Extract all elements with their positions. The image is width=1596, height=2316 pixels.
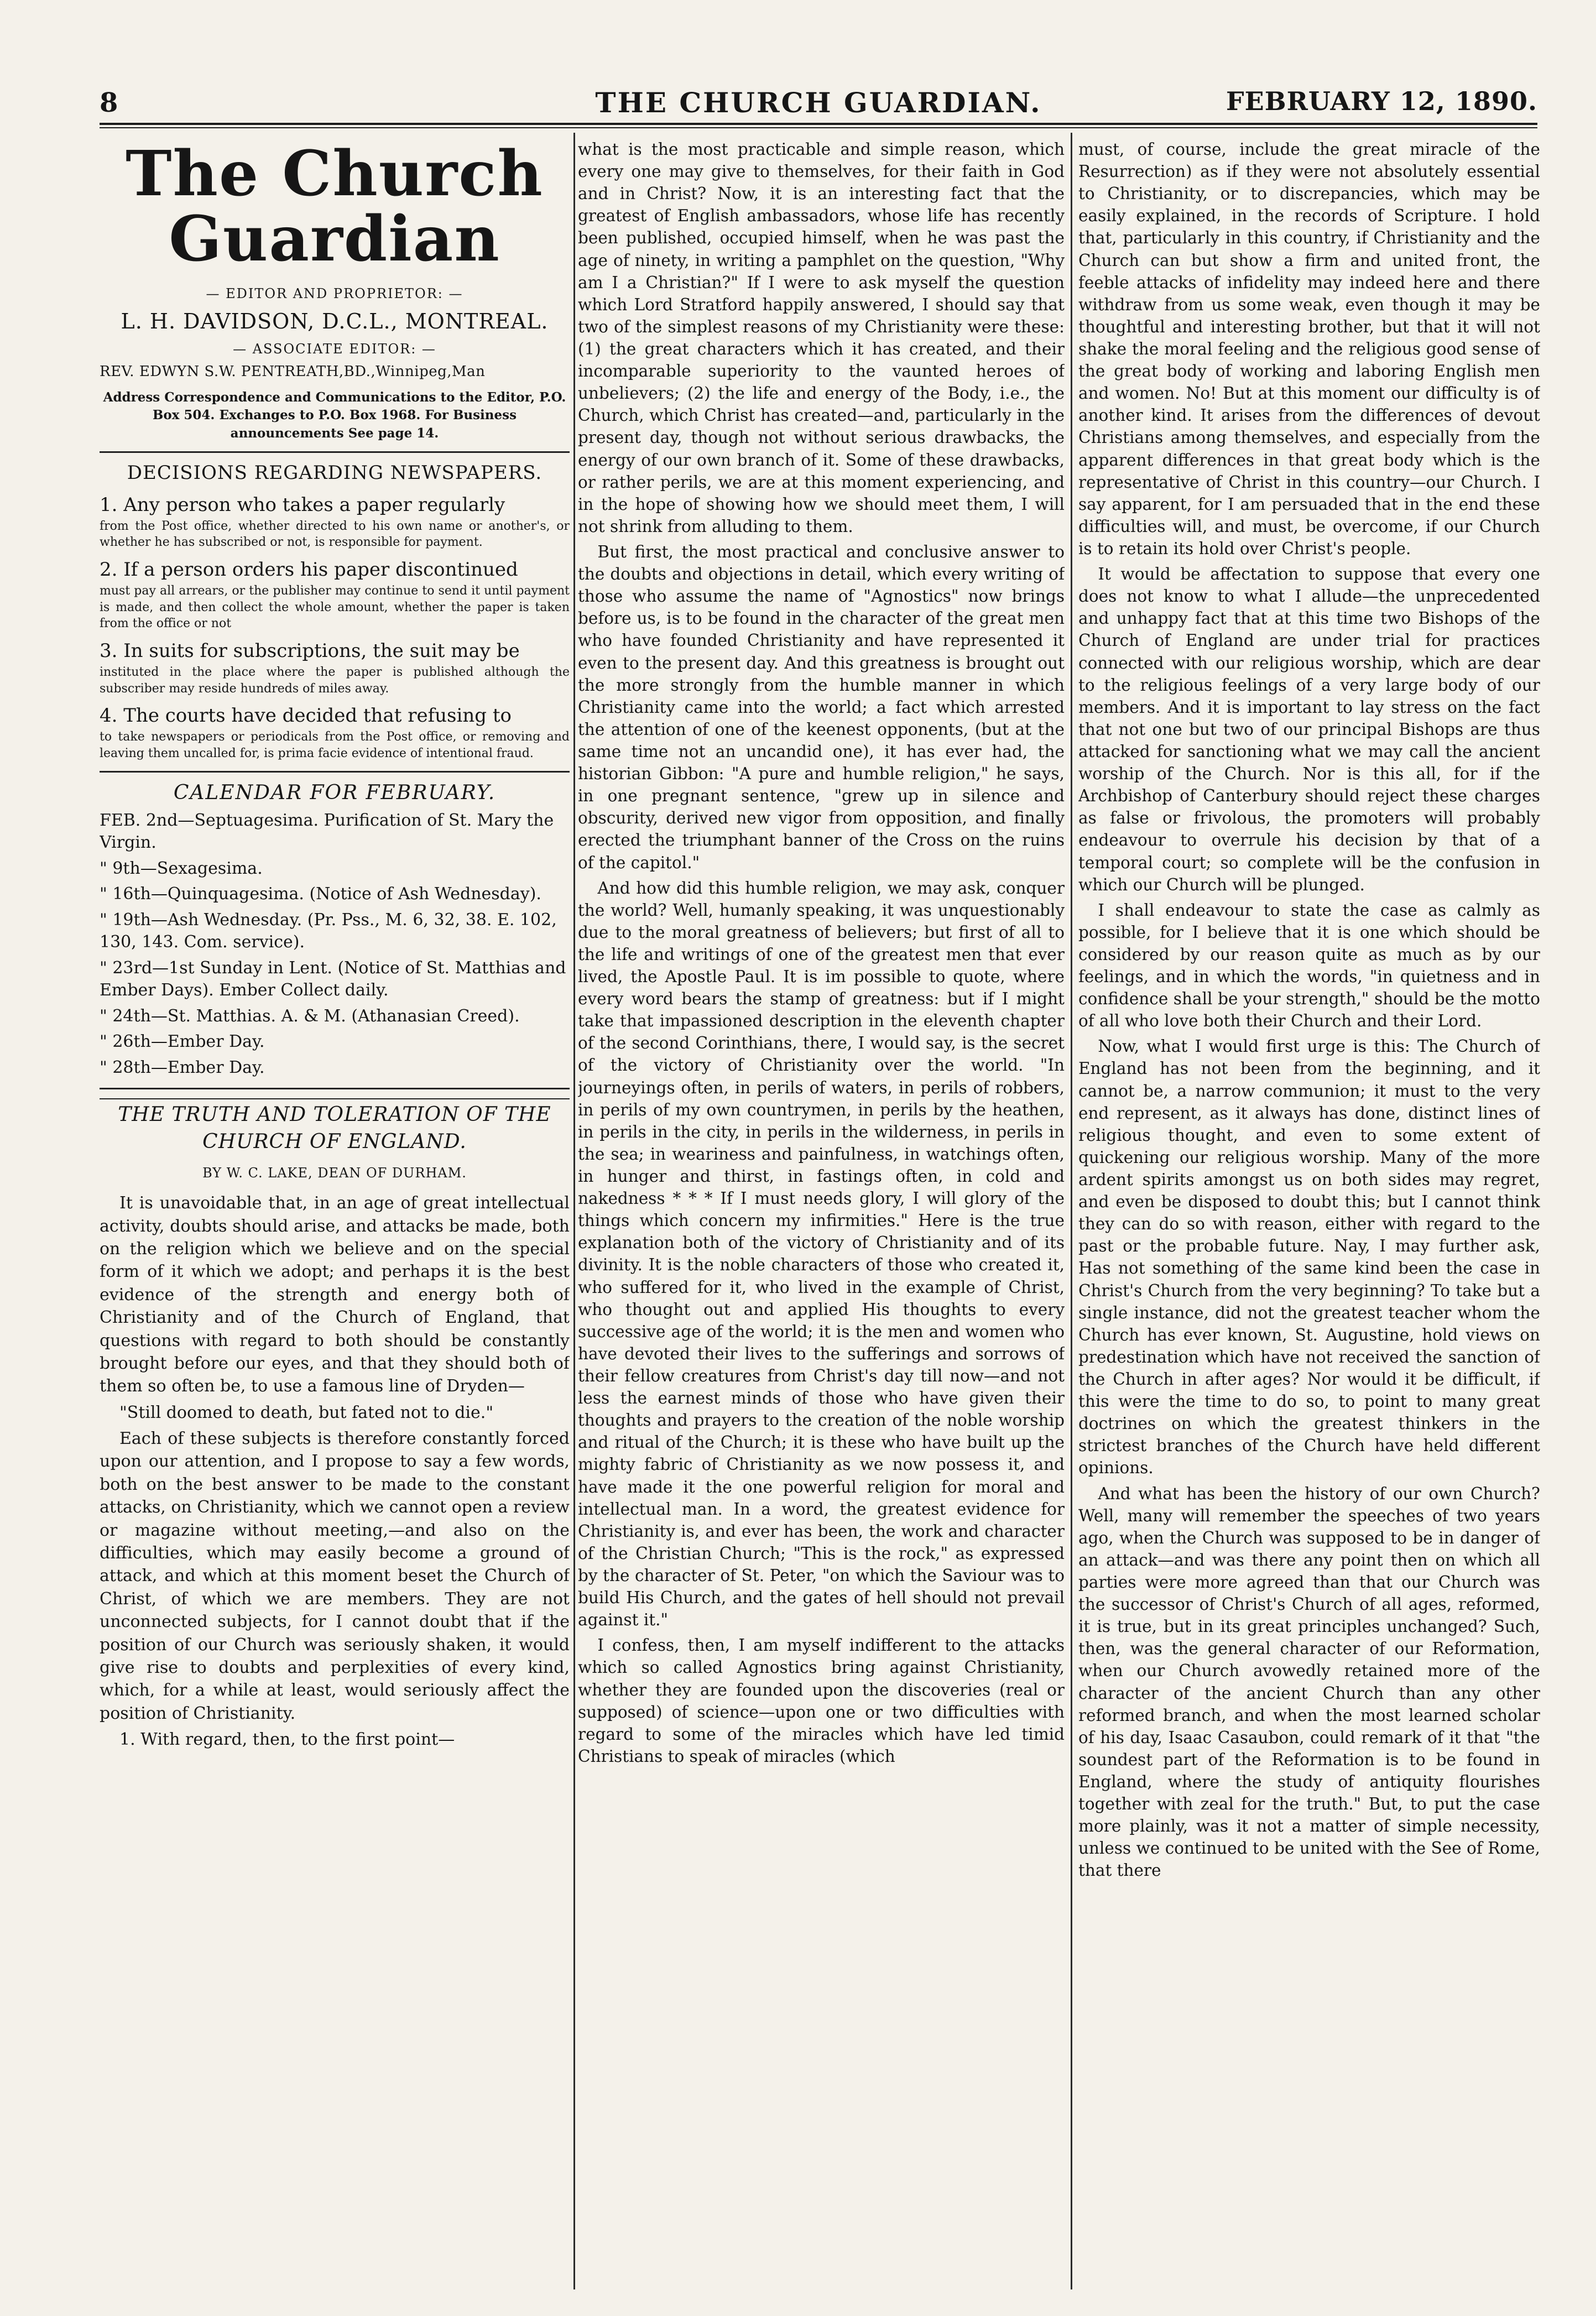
article-paragraph: And what has been the history of our own Church? Well, many will remember the speeches of two years ago, when the Church was supposed to be in danger of an attack—and was there any point then on which all parties were more agreed than that our Church was the successor of Christ's Church of all ages, reformed, it is true, but in its great principles unchanged? Such, then, was the general character of our Reformation, when our Church avowedly retained more of the character of the ancient Church than any other reformed branch, and when the most learned scholar of his day, Isaac Casaubon, could remark of it that "the soundest part of the Reformation is to be found in England, where the study of antiquity flourishes together with zeal for the truth." But, to put the case more plainly, was it not a matter of simple necessity, unless we continued to be united with the See of Rome, that there (1078, 1484, 1540, 1880)
article-paragraph: It is unavoidable that, in an age of great intellectual activity, doubts should arise, and attacks be made, both on the religion which we believe and on the special form of it which we adopt; and perhaps it is the best evidence of the strength and energy both of Christianity and of the Church of England, that questions with regard to both should be constantly brought before our eyes, and that they should both of them so often be, to use a famous line of Dryden— (100, 1193, 570, 1396)
article-paragraph: must, of course, include the great miracle of the Resurrection) as if they were not absolutely essential to Christianity, or to discrepancies, which may be easily explained, in the records of Scripture. I hold that, particularly in this country, if Christianity and the Church can but show a firm and united front, the feeble attacks of infidelity may indeed here and there withdraw from us some weak, even though it may be thoughtful and interesting brother, but that it will not shake the moral feeling and the religious good sense of the great body of working and laboring English men and women. No! But at this moment our difficulty is of another kind. It arises from the differences of devout Christians among themselves, and especially from the apparent differences in that great body which is the representative of Christ in this country—our Church. I say apparent, for I am persuaded that in the end these difficulties will, and must, be overcome, if our Church is to retain its hold over Christ's people. (1078, 140, 1540, 558)
article-paragraph: what is the most practicable and simple reason, which every one may give to themselves, for their faith in God and in Christ? Now, it is an interesting fact that the greatest of English ambassadors, whose life has recently been published, occupied himself, when he was past the age of ninety, in writing a pamphlet on the question, "Why am I a Christian?" If I were to ask myself the question which Lord Stratford happily answered, I should say that two of the simplest reasons of my Christianity were these: (1) the great characters which it has created, and their incomparable superiority to the vaunted heroes of unbelievers; (2) the life and energy of the Body, i.e., the Church, which Christ has created—and, particularly in the present day, though not without serious drawbacks, the energy of our own branch of it. Some of these drawbacks, or rather perils, we are at this moment experiencing, and in the hope of showing how we should meet them, I will not shrink from alluding to them. (578, 140, 1065, 536)
issue-date: FEBRUARY 12, 1890. (1226, 86, 1537, 116)
newspaper-title: The Church Guardian (126, 138, 544, 275)
column-divider-2 (1071, 133, 1072, 2289)
calendar-entry: " 23rd—1st Sunday in Lent. (Notice of St. Matthias and Ember Days). Ember Collect daily. (100, 958, 566, 1000)
decision-item: 4. The courts have decided that refusing to to take newspapers or periodicals from the Post office, or removing and leaving them uncalled for, is prima facie evidence of intentional fraud. (100, 705, 570, 760)
article-paragraph: It would be affectation to suppose that every one does not know to what I allude—the unprecedented and unhappy fact that at this time two Bishops of the Church of England are under trial for practices connected with our religious worship, which are dear to the religious feelings of a very large body of our members. And it is important to lay stress on the fact that not one but two of our principal Bishops are thus attacked for sanctioning what we may call the ancient worship of the Church. Nor is this all, for if the Archbishop of Canterbury should reject these charges as false or frivolous, the promoters will probably endeavour to overrule his decision by that of a temporal court; so complete will be the confusion in which our Church will be plunged. (1078, 565, 1540, 894)
calendar-heading: CALENDAR FOR FEBRUARY. (173, 781, 496, 804)
article-heading: THE TRUTH AND TOLERATION OF THE CHURCH OF ENGLAND. (118, 1103, 551, 1153)
calendar-entry: " 28th—Ember Day. (100, 1057, 265, 1077)
middle-column (578, 138, 1065, 2284)
section-rule (100, 771, 570, 773)
header-rule (100, 123, 1537, 125)
associate-editor-label: — ASSOCIATE EDITOR: — (233, 341, 436, 357)
calendar-entry: " 16th—Quinquagesima. (Notice of Ash Wednesday). (100, 884, 541, 904)
associate-editor-name: REV. EDWYN S.W. PENTREATH,BD.,Winnipeg,Man (100, 363, 486, 380)
page-header (100, 83, 1537, 122)
decision-item: 2. If a person orders his paper discontinued must pay all arrears, or the publisher may continue to send it until payment is made, and then collect the whole amount, whether the paper is taken from the office or not (100, 559, 570, 631)
right-column (1078, 138, 1540, 2284)
decision-item: 1. Any person who takes a paper regularly from the Post office, whether directed to his own name or another's, or whether he has subscribed or not, is responsible for payment. (100, 493, 570, 550)
decisions-heading: DECISIONS REGARDING NEWSPAPERS. (127, 461, 543, 484)
left-column (100, 138, 570, 2284)
page-number: 8 (100, 87, 118, 118)
article-paragraph: But first, the most practical and conclusive answer to the doubts and objections in detail, which every writing of those who assume the name of "Agnostics" now brings before us, is to be found in the character of the great men who have founded Christianity and have represented it even to the present day. And this greatness is brought out the more strongly from the humble manner in which Christianity came into the world; a fact which arrested the attention of one of the keenest opponents, (but at the same time not an uncandid one), it has ever had, the historian Gibbon: "A pure and humble religion," he says, in one pregnant sentence, "grew up in silence and obscurity, derived new vigor from opposition, and finally erected the triumphant banner of the Cross on the ruins of the capitol." (578, 542, 1065, 872)
article-continuation (578, 138, 1065, 1767)
article-paragraph: Now, what I would first urge is this: The Church of England has not been from the beginning, and it cannot be, a narrow communion; it must to the very end represent, as it always has done, distinct lines of religious thought, and even to some extent of quickening our religious worship. Many of the more ardent spirits amongst us on both sides may regret, and even be disposed to doubt this; but I cannot think they can do so with reason, either with regard to the past or the probable future. Nay, I may further ask, Has not something of the same kind been the case in Christ's Church from the very beginning? To take but a single instance, did not the greatest teacher whom the Church has ever known, St. Augustine, hold views on predestination which have not received the sanction of the Church in after ages? Nor would it be difficult, if this were the time to do so, to point to many great doctrines on which the greatest thinkers in the strictest branches of the Church have held different opinions. (1078, 1037, 1540, 1478)
calendar-entry: " 26th—Ember Day. (100, 1032, 265, 1051)
article-paragraph: I confess, then, I am myself indifferent to the attacks which so called Agnostics bring against Christianity, whether they are founded upon the discoveries (real or supposed) of science—upon one or two difficulties with regard to some of the miracles which have led timid Christians to speak of miracles (which (578, 1636, 1065, 1766)
article-body (100, 1192, 570, 1751)
article-paragraph: Each of these subjects is therefore constantly forced upon our attention, and I propose to say a few words, both on the best answer to be made to the constant attacks, on Christianity, which we cannot open a review or magazine without meeting,—and also on the difficulties, which may easily become a ground of attack, and which at this moment beset the Church of Christ, of which we are members. They are not unconnected subjects, for I cannot doubt that if the position of our Church was seriously shaken, it would give rise to doubts and perplexities of every kind, which, for a while at least, would seriously affect the position of Christianity. (100, 1429, 570, 1723)
decision-item: 3. In suits for subscriptions, the suit may be instituted in the place where the paper is published although the subscriber may reside hundreds of miles away. (100, 639, 570, 696)
article-paragraph: 1. With regard, then, to the first point— (119, 1730, 455, 1750)
calendar-entry: " 19th—Ash Wednesday. (Pr. Pss., M. 6, 32, 38. E. 102, 130, 143. Com. service). (100, 910, 557, 952)
calendar-entry: FEB. 2nd—Septuagesima. Purification of St. Mary the Virgin. (100, 810, 554, 852)
dryden-quote: "Still doomed to death, but fated not to die." (119, 1402, 494, 1422)
article-byline: BY W. C. LAKE, DEAN OF DURHAM. (202, 1165, 467, 1181)
column-divider-1 (573, 133, 575, 2289)
editor-label: — EDITOR AND PROPRIETOR: — (206, 286, 463, 302)
calendar-entry: " 9th—Sexagesima. (100, 858, 263, 878)
editor-name: L. H. DAVIDSON, D.C.L., MONTREAL. (121, 309, 549, 334)
article-paragraph: And how did this humble religion, we may ask, conquer the world? Well, humanly speaking, it was unquestionably due to the moral greatness of believers; but first of all to the life and writings of one of the greatest men that ever lived, the Apostle Paul. It is im possible to quote, where every word bears the stamp of greatness: but if I might take that impassioned description in the eleventh chapter of the second Corinthians, there, I would say, is the secret of the victory of Christianity over the world. "In journeyings often, in perils of waters, in perils of robbers, in perils of my own countrymen, in perils by the heathen, in perils in the city, in perils in the wilderness, in perils in the sea; in weariness and painfulness, in watchings often, in hunger and thirst, in fastings often, in cold and nakedness * * * If I must needs glory, I will glory of the things which concern my infirmities." Here is the true explanation both of the victory of Christianity and of its divinity. It is the noble characters of those who created it, who suffered for it, who lived in the example of Christ, who thought out and applied His thoughts to every successive age of the world; it is the men and women who have devoted their lives to the sufferings and sorrows of their fellow creatures from Christ's day till now—and not less the earnest minds of those who have given their thoughts and prayers to the creation of the noble worship and ritual of the Church; it is these who have built up the mighty fabric of Christianity as we now possess it, and have made it the one powerful religion for moral and intellectual man. In a word, the greatest evidence for Christianity is, and ever has been, the work and character of the Christian Church; "This is the rock," as expressed by the character of St. Peter, "on which the Saviour was to build His Church, and the gates of hell should not prevail against it." (578, 878, 1065, 1630)
section-rule (100, 1088, 570, 1089)
address-notice: Address Correspondence and Communications to the Editor, P.O. Box 504. Exchanges to P.O. Box 1968. For Business announcements See page 14. (103, 390, 566, 441)
calendar-entry: " 24th—St. Matthias. A. & M. (Athanasian Creed). (100, 1006, 520, 1026)
article-continuation (1078, 138, 1540, 1882)
section-rule (100, 451, 570, 453)
running-masthead: THE CHURCH GUARDIAN. (595, 86, 1042, 119)
header-rule-thin (100, 127, 1537, 128)
section-rule-thin (100, 1098, 570, 1099)
article-paragraph: I shall endeavour to state the case as calmly as possible, for I believe that it is one which should be considered by our reason quite as much as by our feelings, and in which the words, "in quietness and in confidence shall be your strength," should be the motto of all who love both their Church and their Lord. (1078, 900, 1540, 1031)
